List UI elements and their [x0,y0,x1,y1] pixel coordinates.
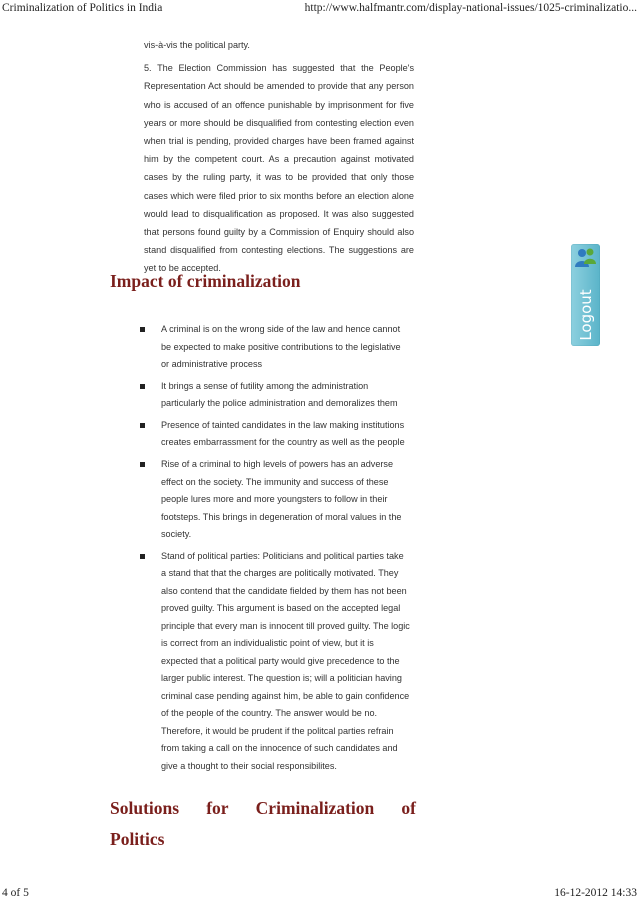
intro-paragraph: 5. The Election Commission has suggested that the People's Representation Act should be amended to provide that any person who is accused of an offence punishable by imprisonment for five years or more should be disqualified from contesting election even when trial is pending, provided charges have been framed against him by the competent court. As a precaution against motivated cases by the ruling party, it was to be provided that only those cases which were filed prior to six months before an election alone would lead to disqualification as proposed. It was also suggested that persons found guilty by a Commission of Enquiry should also stand disqualified from contesting elections. The suggestions are yet to be accepted. [144,63,414,274]
logout-label: Logout [577,289,595,341]
bullet-square-icon [140,327,145,332]
impact-item: A criminal is on the wrong side of the law and hence cannot be expected to make positive contributions to the legislative or administrative process [140,321,410,374]
solutions-word: of [401,798,416,818]
print-datetime: 16-12-2012 14:33 [554,887,637,899]
bullet-square-icon [140,554,145,559]
bullet-square-icon [140,423,145,428]
solutions-word: Criminalization [255,798,375,818]
impact-item: Rise of a criminal to high levels of powers has an adverse effect on the society. The immunity and success of these people lures more and more youngsters to follow in their footsteps. This brings in degeneration of moral values in the society. [140,456,410,544]
page-header-title: Criminalization of Politics in India [2,2,163,14]
impact-item: Stand of political parties: Politicians and political parties take a stand that that the charges are politically motivated. They also contend that the candidate fielded by them has not been proved guilty. This argument is based on the accepted legal principle that every man is innocent till proved guilty. The logic is correct from an individualistic point of view, but it is expected that a political party would give precedence to the larger public interest. The question is; will a politician having criminal case pending against him, be able to gain confidence of the people of the country. The answer would be no. Therefore, it would be prudent if the politcal parties refrain from taking a call on the innocence of such candidates and give a thought to their social responsibilites. [140,548,410,776]
impact-item: Presence of tainted candidates in the law making institutions creates embarrassment for the country as well as the people [140,417,410,452]
impact-heading: Impact of criminalization [110,271,301,291]
logout-button[interactable] [571,244,600,346]
solutions-word: Solutions [110,798,180,818]
solutions-heading [110,793,416,855]
intro-section [144,36,414,278]
solutions-word: for [206,798,229,818]
intro-line: vis-à-vis the political party. [144,40,250,50]
page-number: 4 of 5 [2,887,29,899]
bullet-square-icon [140,384,145,389]
users-icon [574,247,597,269]
impact-list [140,321,410,779]
bullet-square-icon [140,462,145,467]
impact-item: It brings a sense of futility among the administration particularly the police administration and demoralizes them [140,378,410,413]
solutions-line2: Politics [110,829,165,849]
page-header-url: http://www.halfmantr.com/display-national-issues/1025-criminalizatio... [304,2,637,14]
